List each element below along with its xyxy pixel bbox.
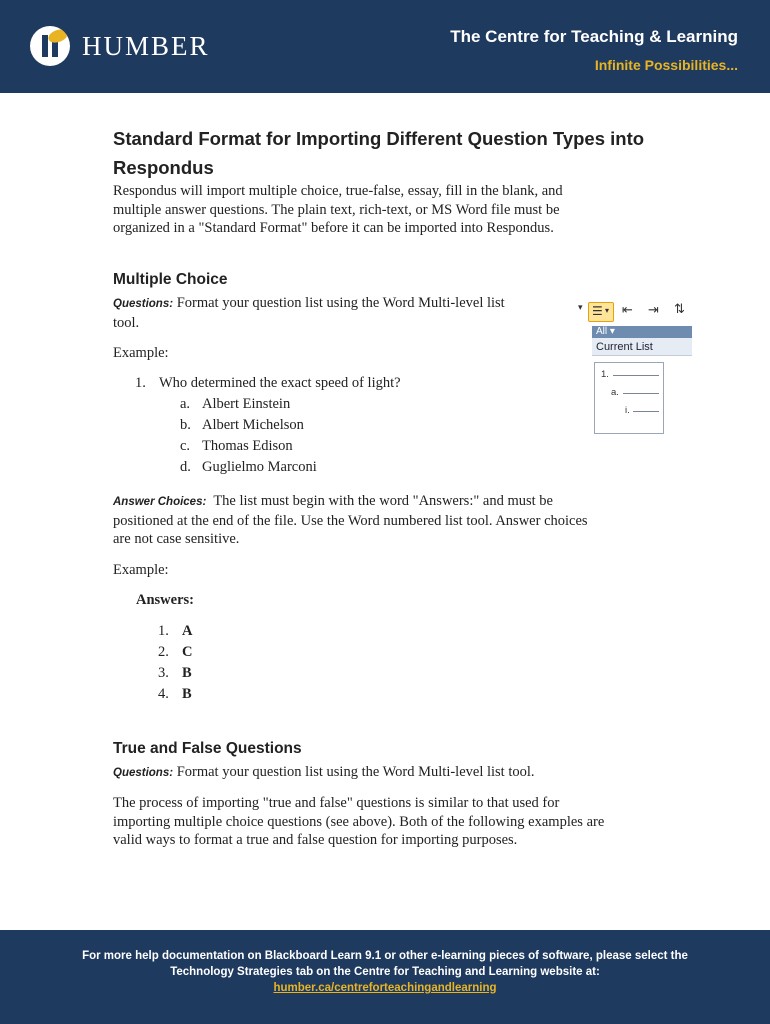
answer-number: 3. (158, 665, 169, 681)
word-multilevel-list-screenshot (578, 298, 692, 440)
answer-value: B (182, 686, 192, 702)
tf-body-paragraph (113, 794, 673, 850)
answer-choices-label: Answer Choices: (113, 496, 207, 508)
list-item (158, 663, 192, 684)
true-false-heading: True and False Questions (113, 740, 302, 757)
answer-value: C (182, 644, 193, 660)
option-letter: c. (180, 438, 191, 454)
footer-text (0, 948, 770, 996)
mc-example2-label: Example: (113, 562, 169, 578)
list-item (158, 684, 192, 705)
mc-questions-text: Format your question list using the Word Multi-level list (176, 295, 505, 311)
answer-choices-text: positioned at the end of the file. Use the Word numbered list tool. Answer choices (113, 512, 588, 529)
sort-icon: ⇅ (674, 302, 685, 317)
answer-choices-text: The list must begin with the word "Answers:" and must be (213, 493, 553, 509)
document-title (113, 124, 673, 182)
page-header (0, 0, 770, 93)
list-item (135, 415, 401, 436)
humber-logo-icon (30, 26, 70, 66)
mc-questions-label: Questions: (113, 298, 174, 310)
answer-number: 2. (158, 644, 169, 660)
answer-number: 1. (158, 623, 169, 639)
option-letter: a. (180, 396, 191, 412)
intro-paragraph (113, 182, 673, 238)
centre-website-link[interactable]: humber.ca/centreforteachingandlearning (273, 982, 497, 994)
level-2-label: a. (611, 387, 619, 398)
option-text: Thomas Edison (202, 438, 293, 454)
list-item (135, 436, 401, 457)
list-item (135, 457, 401, 478)
intro-line: multiple answer questions. The plain text, rich-text, or MS Word file must be (113, 201, 560, 218)
answer-value: A (182, 623, 193, 639)
tf-body-line: The process of importing "true and false" questions is similar to that used for (113, 795, 560, 811)
mc-questions-text-2: tool. (113, 314, 140, 331)
mc-example-question (135, 373, 401, 478)
decrease-indent-icon: ⇤ (622, 303, 633, 318)
option-letter: d. (180, 459, 191, 475)
list-item (158, 642, 192, 663)
list-item (135, 373, 401, 394)
header-subtitle: Infinite Possibilities... (594, 57, 738, 73)
intro-line: Respondus will import multiple choice, true-false, essay, fill in the blank, and (113, 183, 563, 199)
header-title: The Centre for Teaching & Learning (450, 27, 738, 46)
tf-body-line: importing multiple choice questions (see above). Both of the following examples are (113, 813, 605, 830)
level-3-label: i. (625, 405, 630, 416)
multiple-choice-heading: Multiple Choice (113, 271, 228, 288)
mc-example-label: Example: (113, 345, 169, 361)
mc-questions-paragraph (113, 294, 553, 332)
logo-text: HUMBER (82, 30, 210, 61)
option-text: Guglielmo Marconi (202, 459, 317, 475)
multilevel-list-icon: ☰ (592, 304, 603, 318)
intro-line: organized in a "Standard Format" before it can be imported into Respondus. (113, 220, 554, 236)
list-item (135, 394, 401, 415)
level-1-label: 1. (601, 369, 609, 380)
humber-logo (30, 26, 210, 66)
multilevel-list-button (588, 302, 614, 322)
current-list-header: Current List (592, 338, 692, 356)
list-item (158, 621, 192, 642)
tf-questions-paragraph (113, 763, 673, 783)
question-number: 1. (135, 375, 146, 391)
answers-heading: Answers: (136, 592, 194, 608)
tf-questions-label: Questions: (113, 767, 174, 779)
tf-body-line: valid ways to format a true and false question for importing purposes. (113, 832, 518, 848)
increase-indent-icon: ⇥ (648, 303, 659, 318)
page-footer (0, 930, 770, 1024)
toolbar-row (578, 298, 692, 326)
list-library-all-header: All ▾ (592, 326, 692, 338)
tf-questions-text: Format your question list using the Word Multi-level list tool. (176, 764, 535, 780)
answer-value: B (182, 665, 192, 681)
answers-list (158, 621, 192, 705)
footer-line-2: Technology Strategies tab on the Centre for Teaching and Learning website at: (170, 966, 600, 978)
answer-number: 4. (158, 686, 169, 702)
option-text: Albert Michelson (202, 417, 304, 433)
current-list-preview (594, 362, 664, 434)
question-text: Who determined the exact speed of light? (159, 375, 401, 391)
dropdown-arrow-icon: ▾ (578, 303, 583, 313)
document-title-line-1: Standard Format for Importing Different Question Types into (113, 128, 645, 149)
option-letter: b. (180, 417, 191, 433)
chevron-down-icon: ▾ (605, 306, 610, 315)
footer-line-1: For more help documentation on Blackboard Learn 9.1 or other e-learning pieces of software, please select the (82, 950, 688, 962)
answer-choices-paragraph (113, 492, 673, 549)
answer-choices-text: are not case sensitive. (113, 531, 240, 547)
document-title-line-2: Respondus (113, 157, 214, 178)
option-text: Albert Einstein (202, 396, 291, 412)
